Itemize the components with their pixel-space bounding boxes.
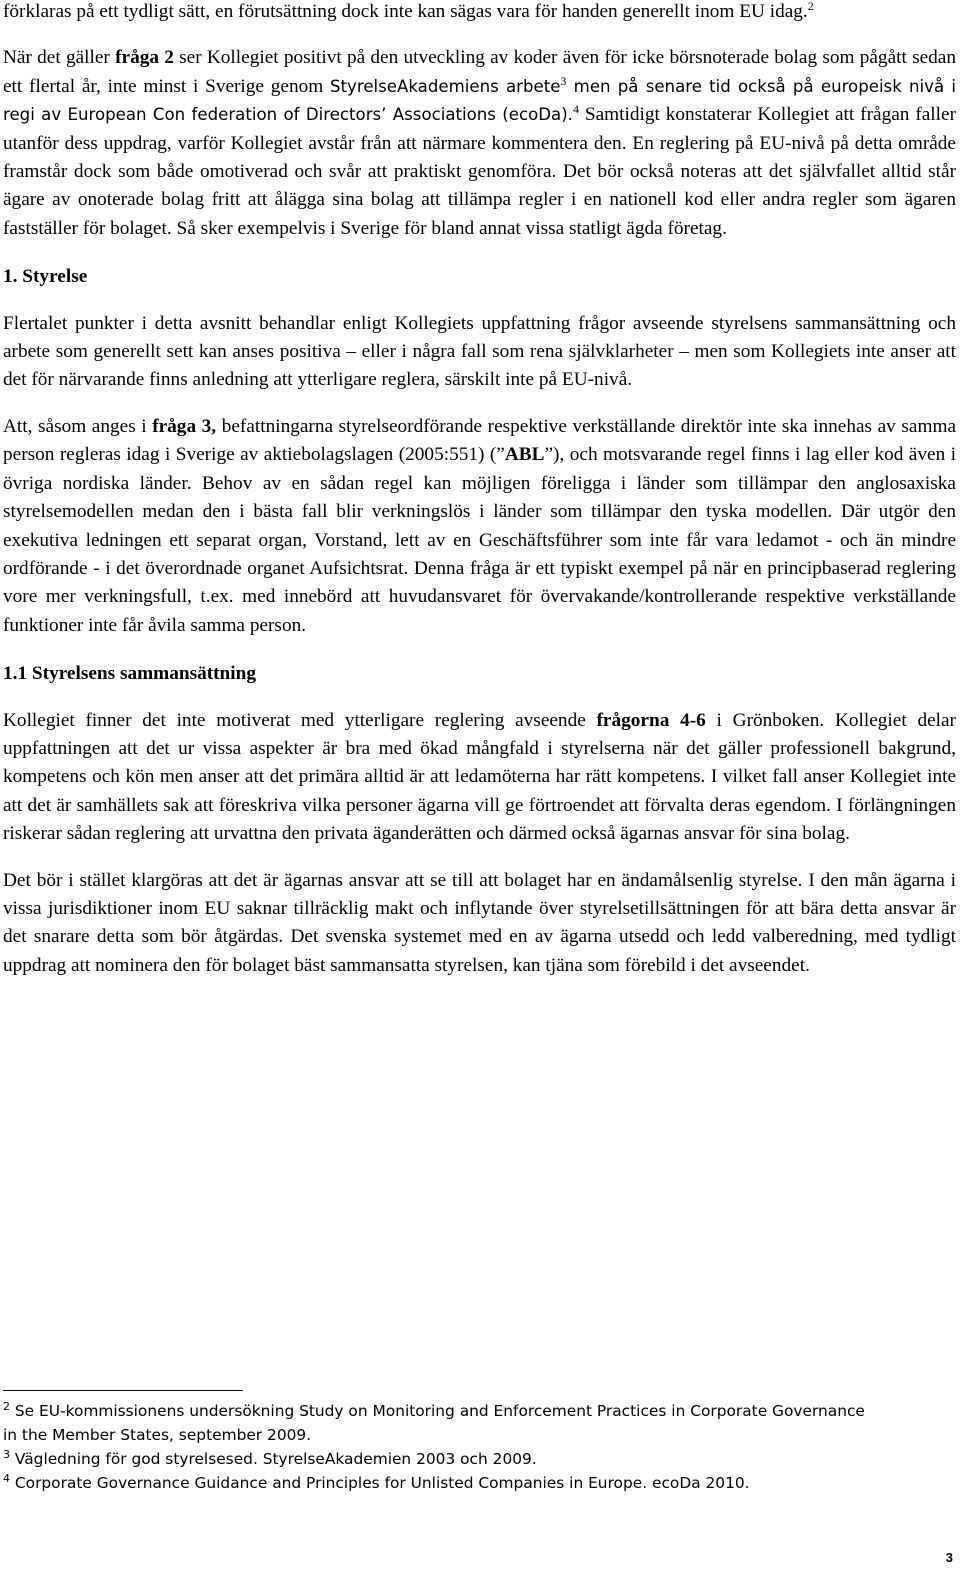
paragraph-styrelse-intro: Flertalet punkter i detta avsnitt behandlar enligt Kollegiets uppfattning frågor avseende styrelsens sammansättning och arbete som generellt sett kan anses positiva – eller i några fall som rena självklarheter – men som Kollegiets inte anser att det för närvarande finns anledning att ytterligare reglera, särskilt inte på EU-nivå. [3,312,956,391]
footnote-divider [3,1390,243,1391]
footnote-2: $^2$ Se EU-kommissionens undersökning Study on Monitoring and Enforcement Practices in Corporate Governance in the Member States, september 2009. [3,1400,865,1444]
section-heading-styrelsens-sammansattning: 1.1 Styrelsens sammansättning [3,663,257,685]
question-3-ref: fråga 3, [152,415,217,437]
abl-term: ABL [504,444,545,466]
footnote-4: $^4$ Corporate Governance Guidance and Principles for Unlisted Companies in Europe. ecoDa 2010. [3,1472,750,1492]
page-number: 3 [945,1550,953,1565]
intro-paragraph [3,0,956,26]
paragraph-owner-responsibility: Det bör i stället klargöras att det är ägarnas ansvar att se till att bolaget har en ändamålsenlig styrelse. I den mån ägarna i vissa jurisdiktioner inom EU saknar tillräcklig makt och inflytande över styrelsetillsättningen för att bära detta ansvar är det snarare detta som bör åtgärdas. Det svenska systemet med en av ägarna utsedd och ledd valberedning, med tydligt uppdrag att nominera den för bolaget bäst sammansatta styrelsen, kan tjäna som förebild i det avseendet. [3,869,956,976]
paragraph-questions-4-6: Kollegiet finner det inte motiverat med ytterligare reglering avseende frågorna 4-6 i Grönboken. Kollegiet delar uppfattningen att det ur vissa aspekter är bra med ökad mångfald i styrelserna när det gäller professionell bakgrund, kompetens och kön men anser att det primära alltid är att ledamöterna har rätt kompetens. I vilket fall anser Kollegiet inte att det är samhällets sak att föreskriva vilka personer ägarna vill ge förtroendet att förvalta deras egendom. I förlängningen riskerar sådan reglering att urvattna den privata äganderätten och därmed också ägarnas ansvar för sina bolag. [3,709,956,845]
questions-4-6-ref: frågorna 4-6 [596,709,706,731]
paragraph-question-2: När det gäller fråga 2 ser Kollegiet positivt på den utveckling av koder även för icke börsnoterade bolag som pågått sedan ett flertal år, inte minst i Sverige genom StyrelseAkademiens arbete$^3$ men på senare tid också på europeisk nivå i regi av European Con federation of Directors’ Associations (ecoDa).$^4$ Samtidigt konstaterar Kollegiet att frågan faller utanför dess uppdrag, varför Kollegiet avstår från att närmare kommentera den. En reglering på EU-nivå på detta område framstår dock som både omotiverad och svår att praktiskt genomföra. Det bör också noteras att det självfallet alltid står ägare av onoterade bolag fritt att ålägga sina bolag att tillämpa regler i en nationell kod eller andra regler som ägaren fastställer för bolaget. Så sker exempelvis i Sverige för bland annat vissa statligt ägda företag. [3,47,956,239]
section-heading-styrelse: 1. Styrelse [3,266,88,288]
footnotes [3,1390,948,1495]
intro-line-1: förklaras på ett tydligt sätt, en förutsättning dock inte kan sägas vara för handen generellt inom [3,1,735,22]
intro-line-2: EU idag. [739,1,808,22]
paragraph-question-3: Att, såsom anges i fråga 3, befattningarna styrelseordförande respektive verkställande direktör inte ska innehas av samma person regleras idag i Sverige av aktiebolagslagen (2005:551) (”ABL”), och motsvarande regel finns i lag eller kod även i övriga nordiska länder. Behov av en sådan regel kan möjligen föreligga i länder som tillämpar den anglosaxiska styrelsemodellen medan den i bästa fall blir verkningslös i länder som tillämpar den tyska modellen. Där utgör den exekutiva ledningen ett separat organ, Vorstand, lett av en Geschäftsführer som inte får vara ledamot - och än mindre ordförande - i det överordnade organet Aufsichtsrat. Denna fråga är ett typiskt exempel på när en principbaserad reglering vore mer verkningsfull, t.ex. med innebörd att huvudansvaret för övervakande/kontrollerande respektive verkställande funktioner inte får åvila samma person. [3,415,957,636]
question-2-ref: fråga 2 [115,47,174,69]
footnote-3: $^3$ Vägledning för god styrelsesed. StyrelseAkademien 2003 och 2009. [3,1448,537,1468]
document-body [3,0,956,980]
footnote-ref-4[interactable]: 4 [572,102,579,117]
footnote-ref-3[interactable]: 3 [560,73,567,88]
footnote-ref-2[interactable]: 2 [807,0,814,13]
